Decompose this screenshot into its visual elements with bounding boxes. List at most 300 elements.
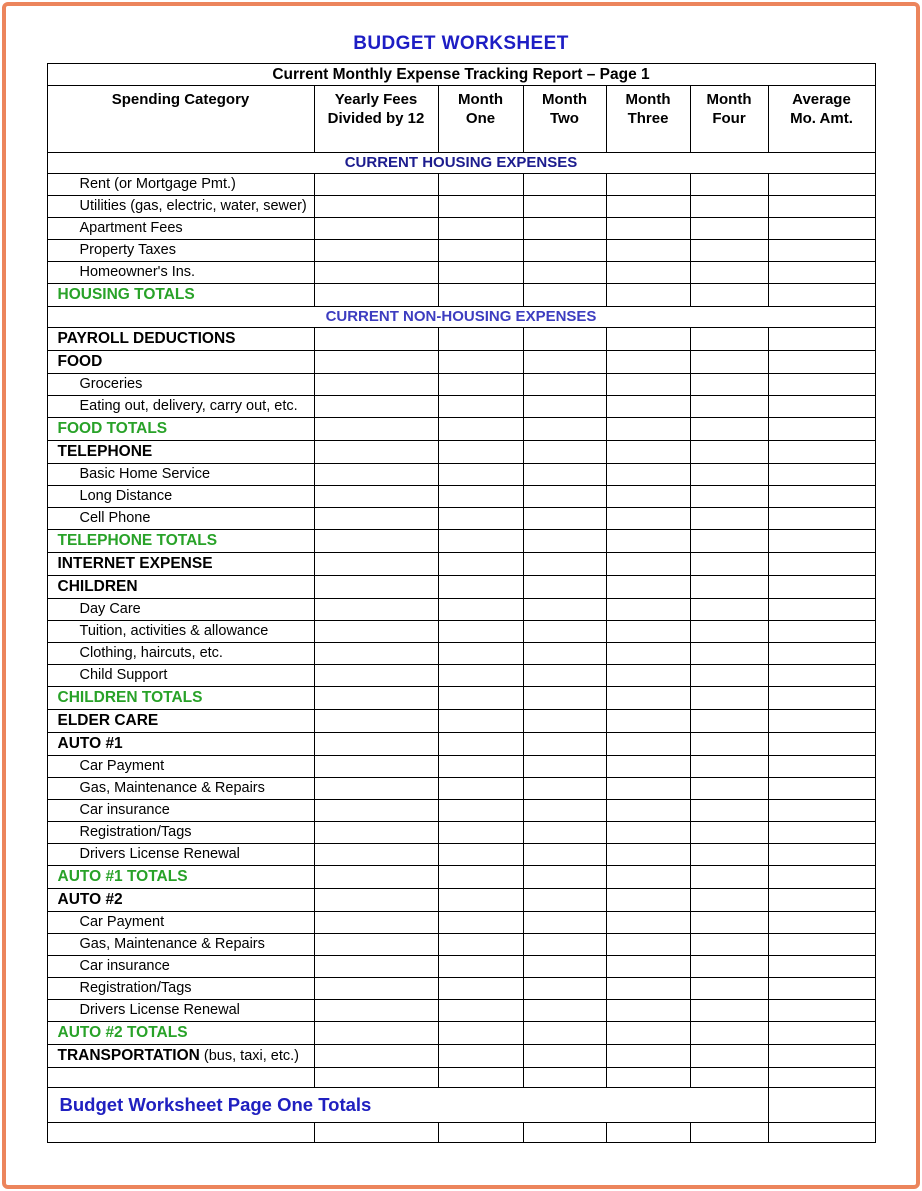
column-header-row	[47, 86, 875, 153]
value-cell	[314, 866, 438, 889]
value-cell	[523, 599, 606, 621]
value-cell	[314, 844, 438, 866]
value-cell	[314, 262, 438, 284]
value-cell	[438, 418, 523, 441]
value-cell	[438, 441, 523, 464]
value-cell	[768, 956, 875, 978]
value-cell	[523, 756, 606, 778]
value-cell	[768, 464, 875, 486]
value-cell	[606, 418, 690, 441]
value-cell	[690, 1123, 768, 1143]
table-row	[47, 576, 875, 599]
value-cell	[314, 599, 438, 621]
value-cell	[606, 956, 690, 978]
value-cell	[438, 800, 523, 822]
table-row	[47, 418, 875, 441]
value-cell	[438, 351, 523, 374]
category-label: FOOD	[47, 351, 314, 374]
value-cell	[768, 1000, 875, 1022]
column-header-yearly-fees: Yearly Fees Divided by 12	[314, 86, 438, 153]
category-label	[47, 1045, 314, 1068]
value-cell	[606, 328, 690, 351]
value-cell	[606, 174, 690, 196]
value-cell	[606, 196, 690, 218]
value-cell	[438, 844, 523, 866]
value-cell	[768, 284, 875, 307]
value-cell	[768, 710, 875, 733]
category-label: Registration/Tags	[47, 978, 314, 1000]
value-cell	[523, 1022, 606, 1045]
footer-totals-label: Budget Worksheet Page One Totals	[47, 1088, 768, 1123]
value-cell	[438, 553, 523, 576]
value-cell	[314, 978, 438, 1000]
value-cell	[438, 866, 523, 889]
value-cell	[606, 441, 690, 464]
value-cell	[768, 530, 875, 553]
value-cell	[690, 889, 768, 912]
value-cell	[314, 553, 438, 576]
value-cell	[768, 733, 875, 756]
table-row	[47, 464, 875, 486]
table-row	[47, 530, 875, 553]
table-row	[47, 599, 875, 621]
table-row	[47, 396, 875, 418]
value-cell	[438, 687, 523, 710]
column-header-month-three: Month Three	[606, 86, 690, 153]
value-cell	[768, 844, 875, 866]
column-header-month-four: Month Four	[690, 86, 768, 153]
value-cell	[314, 1000, 438, 1022]
category-label: Registration/Tags	[47, 822, 314, 844]
table-row	[47, 1000, 875, 1022]
value-cell	[768, 978, 875, 1000]
value-cell	[523, 508, 606, 530]
table-row	[47, 328, 875, 351]
value-cell	[523, 866, 606, 889]
value-cell	[606, 218, 690, 240]
value-cell	[314, 576, 438, 599]
value-cell	[523, 822, 606, 844]
category-label: Property Taxes	[47, 240, 314, 262]
table-row	[47, 756, 875, 778]
value-cell	[314, 1068, 438, 1088]
value-cell	[314, 934, 438, 956]
value-cell	[314, 643, 438, 665]
value-cell	[606, 822, 690, 844]
value-cell	[606, 889, 690, 912]
value-cell	[690, 576, 768, 599]
value-cell	[438, 396, 523, 418]
table-row	[47, 912, 875, 934]
table-row	[47, 866, 875, 889]
value-cell	[690, 530, 768, 553]
value-cell	[438, 1123, 523, 1143]
value-cell	[606, 599, 690, 621]
value-cell	[438, 174, 523, 196]
value-cell	[768, 240, 875, 262]
value-cell	[523, 374, 606, 396]
value-cell	[523, 889, 606, 912]
value-cell	[690, 553, 768, 576]
value-cell	[523, 464, 606, 486]
value-cell	[768, 196, 875, 218]
category-label: Cell Phone	[47, 508, 314, 530]
category-label: Day Care	[47, 599, 314, 621]
value-cell	[690, 464, 768, 486]
value-cell	[606, 756, 690, 778]
value-cell	[690, 866, 768, 889]
value-cell	[768, 418, 875, 441]
value-cell	[690, 262, 768, 284]
value-cell	[768, 665, 875, 687]
category-label: Drivers License Renewal	[47, 1000, 314, 1022]
table-row	[47, 687, 875, 710]
category-label: TELEPHONE TOTALS	[47, 530, 314, 553]
value-cell	[768, 621, 875, 643]
value-cell	[314, 687, 438, 710]
value-cell	[523, 956, 606, 978]
column-header-spending-category: Spending Category	[47, 86, 314, 153]
value-cell	[768, 934, 875, 956]
value-cell	[690, 956, 768, 978]
table-row	[47, 889, 875, 912]
table-row	[47, 174, 875, 196]
value-cell	[314, 196, 438, 218]
value-cell	[690, 284, 768, 307]
value-cell	[768, 1123, 875, 1143]
category-label	[47, 1068, 314, 1088]
category-label: HOUSING TOTALS	[47, 284, 314, 307]
value-cell	[438, 576, 523, 599]
value-cell	[690, 351, 768, 374]
category-label: Child Support	[47, 665, 314, 687]
value-cell	[523, 530, 606, 553]
value-cell	[690, 733, 768, 756]
column-header-month-one: Month One	[438, 86, 523, 153]
value-cell	[690, 1068, 768, 1088]
column-header-average-mo-amt: Average Mo. Amt.	[768, 86, 875, 153]
value-cell	[606, 374, 690, 396]
value-cell	[523, 553, 606, 576]
table-row	[47, 800, 875, 822]
value-cell	[438, 822, 523, 844]
value-cell	[438, 240, 523, 262]
value-cell	[314, 1045, 438, 1068]
value-cell	[606, 912, 690, 934]
value-cell	[768, 328, 875, 351]
value-cell	[523, 1068, 606, 1088]
value-cell	[523, 778, 606, 800]
value-cell	[314, 464, 438, 486]
value-cell	[690, 665, 768, 687]
value-cell	[438, 778, 523, 800]
category-label: AUTO #1	[47, 733, 314, 756]
value-cell	[438, 710, 523, 733]
table-row	[47, 621, 875, 643]
table-row	[47, 778, 875, 800]
value-cell	[314, 374, 438, 396]
category-label: AUTO #1 TOTALS	[47, 866, 314, 889]
table-row	[47, 1123, 875, 1143]
value-cell	[606, 240, 690, 262]
value-cell	[768, 778, 875, 800]
category-label: Basic Home Service	[47, 464, 314, 486]
value-cell	[690, 196, 768, 218]
value-cell	[606, 486, 690, 508]
table-row	[47, 1045, 875, 1068]
value-cell	[314, 284, 438, 307]
value-cell	[438, 486, 523, 508]
table-row	[47, 822, 875, 844]
value-cell	[606, 1068, 690, 1088]
value-cell	[606, 351, 690, 374]
section-header: CURRENT HOUSING EXPENSES	[47, 153, 875, 174]
value-cell	[438, 889, 523, 912]
report-subtitle: Current Monthly Expense Tracking Report – Page 1	[47, 64, 875, 86]
value-cell	[438, 218, 523, 240]
value-cell	[768, 351, 875, 374]
value-cell	[690, 978, 768, 1000]
value-cell	[314, 733, 438, 756]
table-row	[47, 262, 875, 284]
value-cell	[606, 576, 690, 599]
value-cell	[523, 396, 606, 418]
category-label: Car insurance	[47, 800, 314, 822]
value-cell	[690, 418, 768, 441]
table-row	[47, 710, 875, 733]
value-cell	[690, 328, 768, 351]
value-cell	[768, 508, 875, 530]
table-row	[47, 1068, 875, 1088]
category-label: Drivers License Renewal	[47, 844, 314, 866]
table-row	[47, 643, 875, 665]
value-cell	[690, 643, 768, 665]
value-cell	[314, 240, 438, 262]
value-cell	[690, 599, 768, 621]
category-label: Tuition, activities & allowance	[47, 621, 314, 643]
value-cell	[768, 576, 875, 599]
value-cell	[314, 530, 438, 553]
table-row	[47, 374, 875, 396]
category-label-suffix: (bus, taxi, etc.)	[199, 1048, 299, 1064]
value-cell	[606, 508, 690, 530]
category-label: Rent (or Mortgage Pmt.)	[47, 174, 314, 196]
value-cell	[606, 1022, 690, 1045]
value-cell	[523, 196, 606, 218]
value-cell	[690, 174, 768, 196]
value-cell	[314, 486, 438, 508]
value-cell	[438, 196, 523, 218]
value-cell	[314, 174, 438, 196]
category-label: AUTO #2 TOTALS	[47, 1022, 314, 1045]
value-cell	[314, 756, 438, 778]
value-cell	[314, 912, 438, 934]
table-row	[47, 978, 875, 1000]
category-label: Gas, Maintenance & Repairs	[47, 934, 314, 956]
value-cell	[768, 218, 875, 240]
value-cell	[314, 418, 438, 441]
value-cell	[438, 934, 523, 956]
value-cell	[314, 822, 438, 844]
value-cell	[606, 643, 690, 665]
value-cell	[314, 351, 438, 374]
category-label	[47, 1123, 314, 1143]
value-cell	[438, 1045, 523, 1068]
value-cell	[438, 912, 523, 934]
value-cell	[523, 934, 606, 956]
value-cell	[523, 441, 606, 464]
budget-table	[47, 63, 876, 1143]
value-cell	[606, 553, 690, 576]
value-cell	[690, 486, 768, 508]
table-row	[47, 351, 875, 374]
value-cell	[523, 218, 606, 240]
value-cell	[523, 844, 606, 866]
value-cell	[768, 822, 875, 844]
value-cell	[523, 262, 606, 284]
value-cell	[523, 912, 606, 934]
value-cell	[606, 800, 690, 822]
value-cell	[768, 1088, 875, 1123]
value-cell	[606, 464, 690, 486]
value-cell	[314, 328, 438, 351]
table-row	[47, 218, 875, 240]
value-cell	[438, 978, 523, 1000]
table-row	[47, 956, 875, 978]
value-cell	[606, 1045, 690, 1068]
value-cell	[690, 756, 768, 778]
value-cell	[438, 1022, 523, 1045]
value-cell	[523, 486, 606, 508]
value-cell	[768, 396, 875, 418]
value-cell	[438, 464, 523, 486]
value-cell	[768, 599, 875, 621]
value-cell	[314, 508, 438, 530]
value-cell	[438, 262, 523, 284]
value-cell	[523, 328, 606, 351]
value-cell	[523, 1000, 606, 1022]
category-label: Clothing, haircuts, etc.	[47, 643, 314, 665]
value-cell	[523, 800, 606, 822]
value-cell	[438, 284, 523, 307]
value-cell	[314, 956, 438, 978]
table-row	[47, 240, 875, 262]
category-label: Homeowner's Ins.	[47, 262, 314, 284]
value-cell	[314, 621, 438, 643]
value-cell	[606, 1123, 690, 1143]
value-cell	[314, 396, 438, 418]
value-cell	[438, 621, 523, 643]
value-cell	[523, 284, 606, 307]
value-cell	[606, 778, 690, 800]
value-cell	[438, 733, 523, 756]
value-cell	[606, 262, 690, 284]
value-cell	[523, 418, 606, 441]
value-cell	[606, 844, 690, 866]
category-label: CHILDREN	[47, 576, 314, 599]
category-label: TELEPHONE	[47, 441, 314, 464]
value-cell	[314, 665, 438, 687]
value-cell	[768, 800, 875, 822]
value-cell	[606, 530, 690, 553]
category-label: Gas, Maintenance & Repairs	[47, 778, 314, 800]
value-cell	[690, 240, 768, 262]
value-cell	[768, 374, 875, 396]
category-label-bold-part: TRANSPORTATION	[57, 1047, 200, 1064]
value-cell	[523, 174, 606, 196]
table-row	[47, 153, 875, 174]
category-label: INTERNET EXPENSE	[47, 553, 314, 576]
table-row	[47, 441, 875, 464]
category-label: ELDER CARE	[47, 710, 314, 733]
table-row	[47, 486, 875, 508]
value-cell	[523, 710, 606, 733]
section-header: CURRENT NON-HOUSING EXPENSES	[47, 307, 875, 328]
value-cell	[690, 1022, 768, 1045]
category-label: AUTO #2	[47, 889, 314, 912]
value-cell	[523, 1123, 606, 1143]
value-cell	[690, 710, 768, 733]
value-cell	[690, 822, 768, 844]
value-cell	[606, 1000, 690, 1022]
value-cell	[690, 1000, 768, 1022]
value-cell	[768, 1068, 875, 1088]
category-label: Long Distance	[47, 486, 314, 508]
value-cell	[768, 866, 875, 889]
value-cell	[523, 733, 606, 756]
table-row	[47, 733, 875, 756]
category-label: Groceries	[47, 374, 314, 396]
value-cell	[690, 778, 768, 800]
table-row	[47, 1088, 875, 1123]
value-cell	[314, 1123, 438, 1143]
category-label: Car Payment	[47, 912, 314, 934]
value-cell	[768, 889, 875, 912]
table-row	[47, 508, 875, 530]
value-cell	[768, 262, 875, 284]
value-cell	[438, 1000, 523, 1022]
value-cell	[690, 396, 768, 418]
value-cell	[768, 912, 875, 934]
value-cell	[438, 374, 523, 396]
value-cell	[523, 576, 606, 599]
category-label: Car Payment	[47, 756, 314, 778]
value-cell	[690, 800, 768, 822]
value-cell	[768, 1045, 875, 1068]
value-cell	[768, 441, 875, 464]
value-cell	[606, 665, 690, 687]
value-cell	[606, 621, 690, 643]
table-row	[47, 844, 875, 866]
value-cell	[606, 978, 690, 1000]
value-cell	[690, 621, 768, 643]
value-cell	[314, 218, 438, 240]
value-cell	[690, 912, 768, 934]
value-cell	[438, 508, 523, 530]
value-cell	[438, 643, 523, 665]
value-cell	[690, 934, 768, 956]
value-cell	[523, 621, 606, 643]
value-cell	[690, 441, 768, 464]
category-label: Apartment Fees	[47, 218, 314, 240]
value-cell	[606, 396, 690, 418]
table-row	[47, 284, 875, 307]
value-cell	[606, 733, 690, 756]
value-cell	[314, 441, 438, 464]
value-cell	[438, 665, 523, 687]
value-cell	[690, 844, 768, 866]
value-cell	[690, 1045, 768, 1068]
